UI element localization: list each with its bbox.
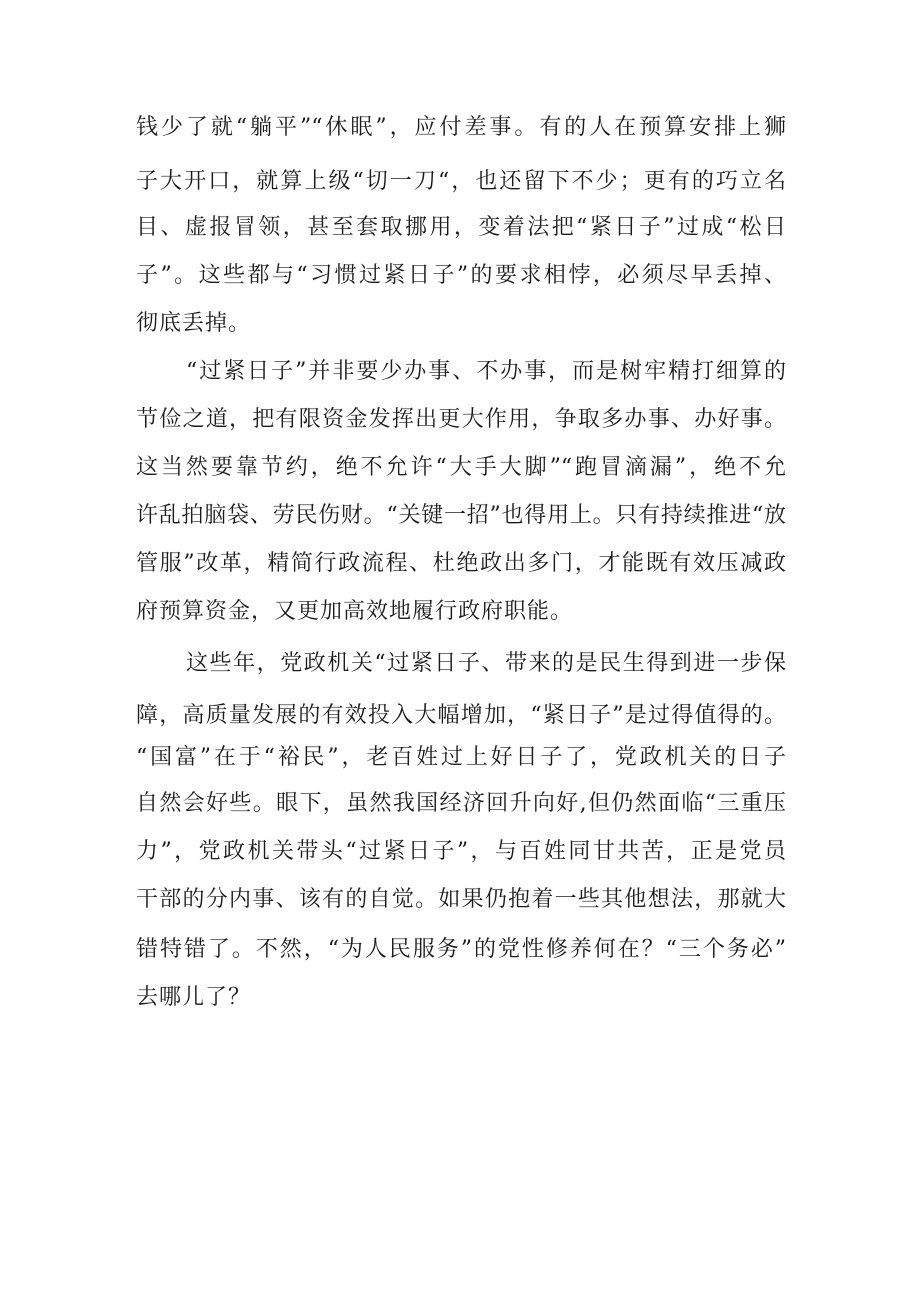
text-line: 力”，党政机关带头“过紧日子”，与百姓同甘共苦，正是党员	[136, 839, 786, 864]
text-line: 障，高质量发展的有效投入大幅增加，“紧日子”是过得值得的。	[136, 703, 786, 728]
text-line: 彻底丢掉。	[136, 311, 252, 336]
text-line: 子大开口，就算上级“切一刀“，也还留下不少；更有的巧立名	[136, 169, 786, 194]
text-line: 子”。这些都与“习惯过紧日子”的要求相悖，必须尽早丢掉、	[136, 263, 786, 288]
text-line: 这些年，党政机关“过紧日子、带来的是民生得到进一步保	[186, 651, 786, 676]
text-line: “国富”在于“裕民”，老百姓过上好日子了，党政机关的日子	[136, 745, 786, 770]
text-line: 府预算资金，又更加高效地履行政府职能。	[136, 599, 574, 624]
text-line: 许乱拍脑袋、劳民伤财。“关键一招”也得用上。只有持续推进“放	[136, 503, 786, 528]
text-line: 钱少了就“躺平”“休眠”，应付差事。有的人在预算安排上狮	[136, 115, 786, 140]
text-line: 目、虚报冒领，甚至套取挪用，变着法把“紧日子”过成“松日	[136, 215, 786, 240]
text-line: 自然会好些。眼下，虽然我国经济回升向好,但仍然面临“三重压	[136, 791, 786, 816]
text-line: 干部的分内事、该有的自觉。如果仍抱着一些其他想法，那就大	[136, 887, 786, 912]
text-line: 节俭之道，把有限资金发挥出更大作用，争取多办事、办好事。	[136, 407, 786, 432]
text-line: 去哪儿了？	[136, 985, 252, 1010]
text-line: “过紧日子”并非要少办事、不办事，而是树牢精打细算的	[186, 359, 786, 384]
text-line: 管服”改革，精简行政流程、杜绝政出多门，才能既有效压减政	[136, 551, 786, 576]
text-line: 错特错了。不然，“为人民服务”的党性修养何在？“三个务必”	[136, 937, 786, 962]
text-line: 这当然要靠节约，绝不允许“大手大脚”“跑冒滴漏”，绝不允	[136, 455, 786, 480]
